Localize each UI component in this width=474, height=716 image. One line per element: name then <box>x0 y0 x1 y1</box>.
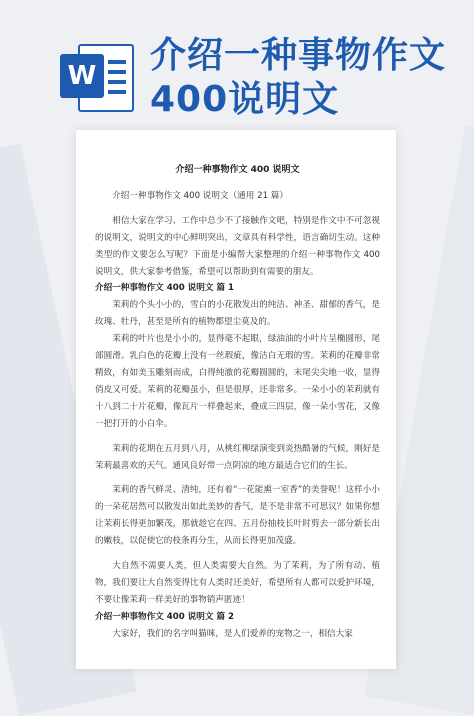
section-heading: 介绍一种事物作文 400 说明文 篇 1 <box>95 283 235 294</box>
document-title: 介绍一种事物作文 400 说明文 <box>175 165 300 175</box>
paragraph: 相信大家在学习、工作中总少不了接触作文吧，特别是作文中不可忽视的说明文，说明文的中心鲜明突出，文章具有科学性，语言确切生动。这种类型的作文要怎么写呢？下面是小编帮大家整理的介绍一种事物作文 400 说明文，供大家参考借鉴，希望可以帮助到有需要的朋友。 <box>95 215 380 277</box>
paragraph: 茉莉的个头小小的，雪白的小花散发出的纯洁、神圣、甜郁的香气，是玫瑰、牡丹，甚至是所有的植物都望尘莫及的。 <box>95 300 380 328</box>
document-page <box>76 130 396 669</box>
word-document-icon <box>60 40 130 112</box>
page-heading <box>150 34 446 122</box>
paragraph: 茉莉的香气鲜灵、清纯，还有着“一花能熏一室香”的美誉呢！这样小小的一朵花居然可以散发出如此美妙的香气，是不是非常不可思议？如果你想让茉莉长得更加繁茂，那就趁它在四、五月份抽枝长叶时剪去一部分新长出的嫩枝，以促使它的枝条再分生，从而长得更加茂盛。 <box>95 485 380 547</box>
section-heading: 介绍一种事物作文 400 说明文 篇 2 <box>95 611 235 622</box>
word-logo-letter: W <box>60 54 104 98</box>
paragraph: 介绍一种事物作文 400 说明文（通用 21 篇） <box>112 190 288 201</box>
document-body <box>95 188 380 643</box>
paragraph: 茉莉的花期在五月到八月，从桃红柳绿演变到炎热酷暑的气候，刚好是茉莉最喜欢的天气。通风良好带一点阴凉的地方最适合它们的生长。 <box>95 443 380 471</box>
page-heading-line-1: 介绍一种事物作文 <box>150 35 447 76</box>
paragraph: 茉莉的叶片也是小小的，显得毫不起眼，绿油油的小叶片呈椭圆形，尾部圆滑。乳白色的花瓣上没有一丝瑕疵，像洁白无瑕的雪。茉莉的花瓣非常精致，有如美玉雕刻而成，白得纯澈的花瓣圆圆的，末尾尖尖地一收，显得俏皮又可爱。茉莉的花瓣虽小，但是很厚，还非常多。一朵小小的茉莉就有十八到二十片花瓣，像瓦片一样叠起来，叠成三四层，像一朵小雪花，又像一把打开的小白伞。 <box>95 334 380 429</box>
paragraph: 大家好，我们的名字叫猫咪，是人们爱养的宠物之一，相信大家 <box>112 628 353 639</box>
paragraph: 大自然不需要人类，但人类需要大自然。为了茉莉，为了所有动、植物，我们要让大自然变得比有人类时还美好，希望所有人都可以爱护环境，不要让像茉莉一样美好的事物销声匿迹！ <box>95 561 380 605</box>
page-heading-line-2: 400说明文 <box>150 79 340 120</box>
